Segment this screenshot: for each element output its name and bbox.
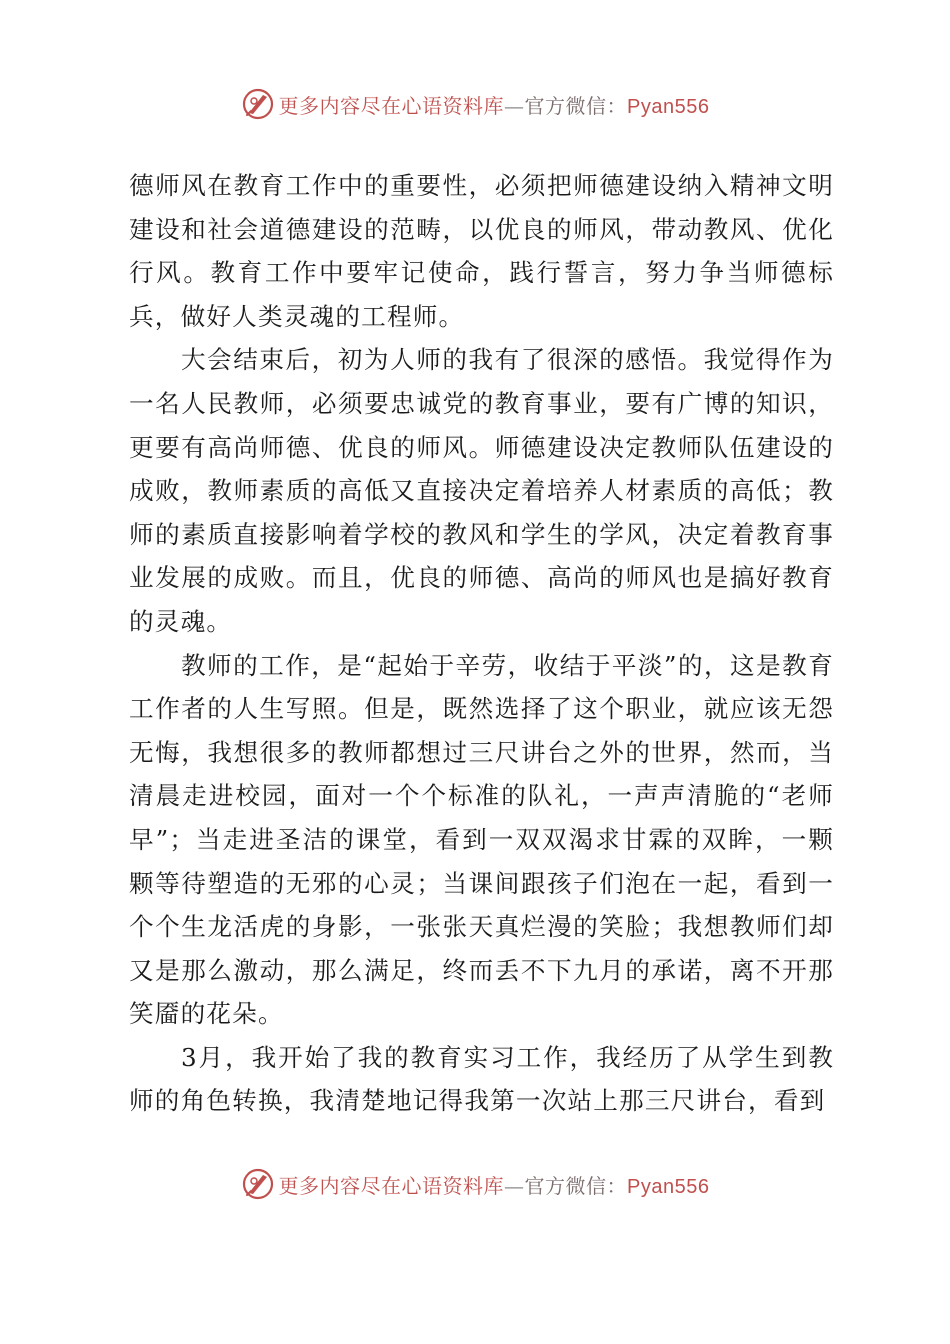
quill-pen-logo-icon [241,87,275,121]
document-body [129,164,834,1123]
header-watermark-banner [0,84,950,124]
watermark-separator: — [504,93,525,118]
watermark-main-text: 更多内容尽在心语资料库 [278,1173,505,1198]
footer-watermark-banner [0,1164,950,1204]
watermark-wechat-label: 官方微信： [524,93,628,118]
paragraph-4: 3月，我开始了我的教育实习工作，我经历了从学生到教师的角色转换，我清楚地记得我第一次站上那三尺讲台，看到 [129,1042,834,1116]
watermark-wechat-id: Pyan556 [627,1175,710,1198]
watermark-wechat-label: 官方微信： [524,1173,628,1198]
watermark-text [279,1170,710,1199]
paragraph-2: 大会结束后，初为人师的我有了很深的感悟。我觉得作为一名人民教师，必须要忠诚党的教育事业，要有广博的知识，更要有高尚师德、优良的师风。师德建设决定教师队伍建设的成败，教师素质的高低又直接决定着培养人材素质的高低；教师的素质直接影响着学校的教风和学生的学风，决定着教育事业发展的成败。而且，优良的师德、高尚的师风也是搞好教育的灵魂。 [129,345,834,636]
paragraph-1: 德师风在教育工作中的重要性，必须把师德建设纳入精神文明建设和社会道德建设的范畴，以优良的师风，带动教风、优化行风。教育工作中要牢记使命，践行誓言，努力争当师德标兵，做好人类灵魂的工程师。 [129,171,834,331]
paragraph-3: 教师的工作，是“起始于辛劳，收结于平淡”的，这是教育工作者的人生写照。但是，既然选择了这个职业，就应该无怨无悔，我想很多的教师都想过三尺讲台之外的世界，然而，当清晨走进校园，面对一个个标准的队礼，一声声清脆的“老师早”；当走进圣洁的课堂，看到一双双渴求甘霖的双眸，一颗颗等待塑造的无邪的心灵；当课间跟孩子们泡在一起，看到一个个生龙活虎的身影，一张张天真烂漫的笑脸；我想教师们却又是那么激动，那么满足，终而丢不下九月的承诺，离不开那笑靥的花朵。 [129,650,834,1029]
quill-pen-logo-icon [241,1167,275,1201]
watermark-text [279,90,710,119]
watermark-main-text: 更多内容尽在心语资料库 [278,93,505,118]
watermark-separator: — [504,1173,525,1198]
watermark-wechat-id: Pyan556 [627,95,710,118]
